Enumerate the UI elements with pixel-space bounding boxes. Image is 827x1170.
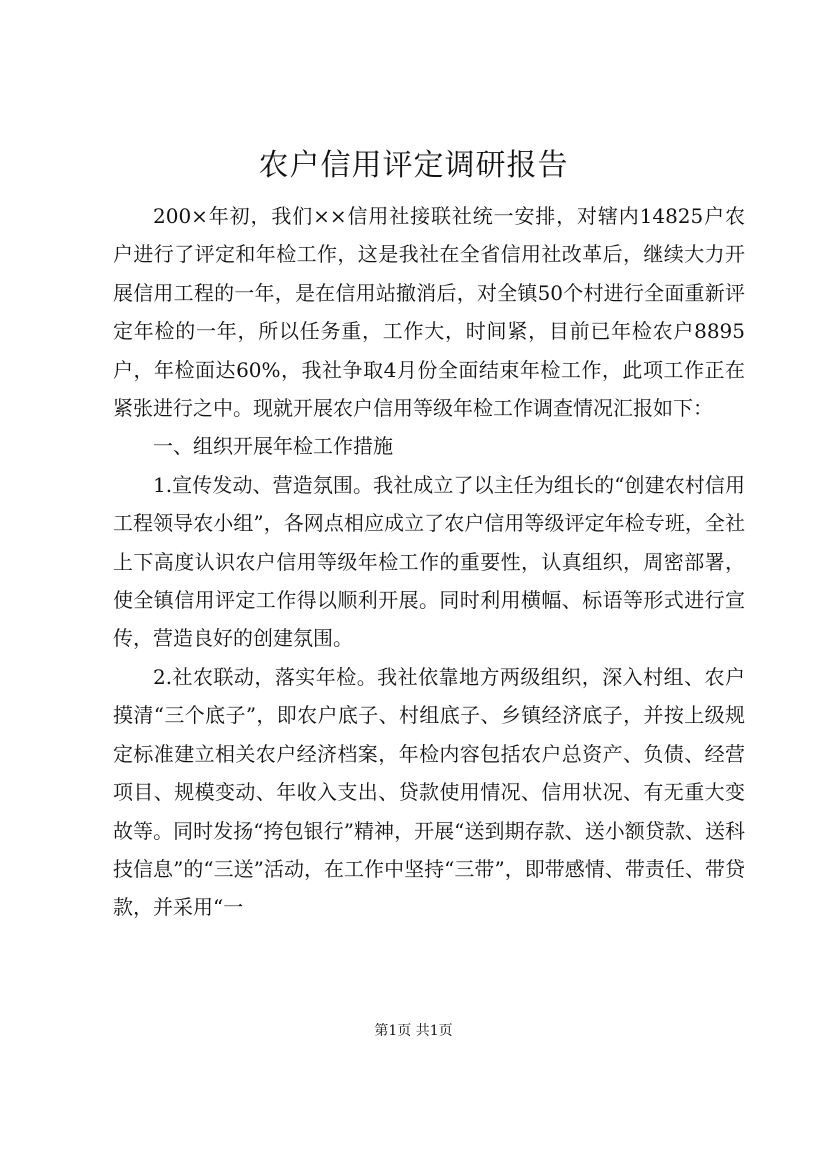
document-body [113,197,745,927]
section-heading: 一、组织开展年检工作措施 [153,434,393,459]
page-number: 第1页 共1页 [374,1023,453,1039]
page-footer [0,1021,827,1041]
paragraph-linkage: 2.社农联动，落实年检。我社依靠地方两级组织，深入村组、农户摸清“三个底子”，即农户底子、村组底子、乡镇经济底子，并按上级规定标准建立相关农户经济档案，年检内容包括农户总资产、负债、经营项目、规模变动、年收入支出、贷款使用情况、信用状况、有无重大变故等。同时发扬“挎包银行”精神，开展“送到期存款、送小额贷款、送科技信息”的“三送”活动，在工作中坚持“三带”，即带感情、带责任、带贷款，并采用“一 [113,664,745,920]
paragraph-publicity: 1.宣传发动、营造氛围。我社成立了以主任为组长的“创建农村信用工程领导农小组”，各网点相应成立了农户信用等级评定年检专班，全社上下高度认识农户信用等级年检工作的重要性，认真组织，周密部署，使全镇信用评定工作得以顺利开展。同时利用横幅、标语等形式进行宣传，营造良好的创建氛围。 [113,472,745,651]
paragraph-intro: 200×年初，我们××信用社接联社统一安排，对辖内14825户农户进行了评定和年检工作，这是我社在全省信用社改革后，继续大力开展信用工程的一年，是在信用站撤消后，对全镇50个村进行全面重新评定年检的一年，所以任务重，工作大，时间紧，目前已年检农户8895户，年检面达60%，我社争取4月份全面结束年检工作，此项工作正在紧张进行之中。现就开展农户信用等级年检工作调查情况汇报如下： [113,204,745,421]
document-title: 农户信用评定调研报告 [258,148,569,183]
